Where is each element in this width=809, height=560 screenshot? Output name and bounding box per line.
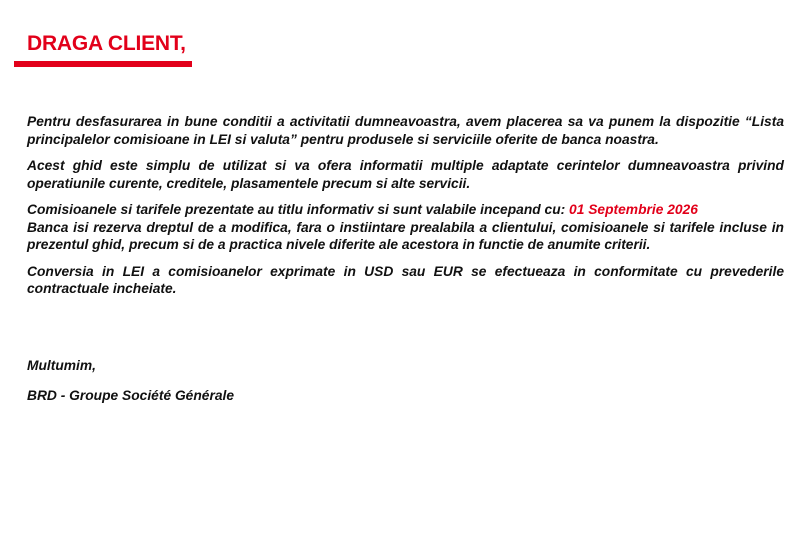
letter-header: [14, 30, 194, 67]
paragraph-guide: Acest ghid este simplu de utilizat si va ofera informatii multiple adaptate cerintelor dumneavoastra privind operatiunile curente, creditele, plasamentele precum si alte servicii.: [27, 158, 784, 191]
page-title: DRAGA CLIENT,: [27, 32, 186, 55]
paragraph-conversion: Conversia in LEI a comisioanelor exprimate in USD sau EUR se efectueaza in conformitate cu prevederile contractuale incheiate.: [27, 263, 784, 296]
paragraph-validity: [27, 201, 784, 254]
title-underline: [14, 61, 192, 67]
bank-rights-text: Banca isi rezerva dreptul de a modifica, fara o instiintare prealabila a clientului, comisioanele si tarifele incluse in prezentul ghid, precum si de a practica nivele diferite ale acestora in functie de anumite criterii.: [27, 219, 784, 252]
validity-date: 01 Septembrie 2026: [569, 202, 698, 217]
letter-closing: [27, 357, 234, 404]
paragraph-intro: Pentru desfasurarea in bune conditii a activitatii dumneavoastra, avem placerea sa va punem la dispozitie “Lista principalelor comisioane in LEI si valuta” pentru produsele si serviciile oferite de banca noastra.: [27, 114, 784, 147]
validity-text: Comisioanele si tarifele prezentate au titlu informativ si sunt valabile incepand cu:: [27, 202, 570, 217]
closing-thanks: Multumim,: [27, 358, 96, 373]
closing-signature: BRD - Groupe Société Générale: [27, 387, 235, 403]
letter-body: [27, 113, 784, 307]
